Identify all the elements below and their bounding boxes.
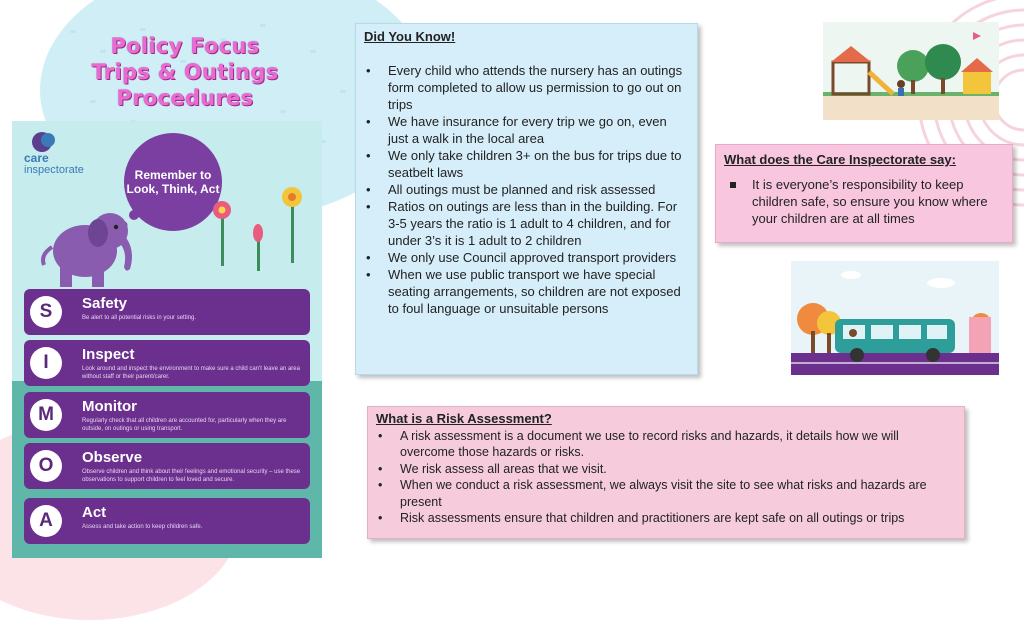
list-item: • We only take children 3+ on the bus for trips due to seatbelt laws (388, 147, 689, 181)
simoa-description: Regularly check that all children are accounted for, particularly when they are outside, on outings or using transport. (82, 418, 287, 432)
simoa-description: Be alert to all potential risks in your setting. (82, 315, 197, 321)
logo-line-1: care (24, 151, 49, 165)
list-item: • We risk assess all areas that we visit. (400, 461, 956, 478)
list-item: • When we conduct a risk assessment, we always visit the site to see what risks and hazards are present (400, 477, 956, 510)
risk-assessment-list (376, 428, 956, 527)
simoa-description: Assess and take action to keep children safe. (82, 524, 203, 530)
bus-illustration (791, 261, 999, 375)
simoa-letter: I (30, 347, 62, 379)
simoa-row-act (24, 498, 310, 544)
simoa-word: Inspect (82, 346, 135, 363)
list-item: • When we use public transport we have special seating arrangements, so children are not exposed to foul language or unsuitable persons (388, 266, 689, 317)
risk-assessment-panel (367, 406, 965, 539)
list-item: It is everyone’s responsibility to keep children safe, so ensure you know where your children are at all times (752, 176, 1004, 227)
list-item: • We only use Council approved transport providers (388, 249, 689, 266)
title-line-1: Policy Focus (110, 34, 260, 58)
risk-assessment-heading: What is a Risk Assessment? (376, 411, 552, 426)
list-item: • All outings must be planned and risk assessed (388, 181, 689, 198)
playground-illustration (823, 22, 999, 120)
care-inspectorate-panel (715, 144, 1013, 243)
flower-bud-icon (247, 221, 269, 271)
simoa-letter: M (30, 399, 62, 431)
did-you-know-heading: Did You Know! (364, 29, 456, 44)
care-inspectorate-heading: What does the Care Inspectorate say: (724, 152, 956, 167)
simoa-description: Observe children and think about their feelings and emotional security – use these observations to support children to feel loved and secure. (82, 469, 301, 483)
simoa-word: Safety (82, 295, 128, 312)
did-you-know-panel (355, 23, 698, 375)
flower-yellow-icon (277, 183, 307, 263)
care-inspectorate-list (724, 176, 1004, 227)
simoa-description: Look around and inspect the environment to make sure a child can't leave an area without staff or their parent/carer. (82, 366, 300, 380)
remember-badge: Remember to Look, Think, Act (124, 133, 222, 231)
page-title (20, 33, 350, 111)
simoa-letter: O (30, 450, 62, 482)
simoa-word: Observe (82, 449, 143, 466)
simoa-word: Monitor (82, 398, 137, 415)
simoa-poster (12, 121, 322, 558)
list-item: • Ratios on outings are less than in the building. For 3-5 years the ratio is 1 adult to 4 children, and for under 3’s it is 1 adult to 2 children (388, 198, 689, 249)
did-you-know-list (364, 62, 689, 317)
simoa-letter: S (30, 296, 62, 328)
simoa-row-inspect (24, 340, 310, 386)
list-item: • Risk assessments ensure that children and practitioners are kept safe on all outings or trips (400, 510, 956, 527)
simoa-row-monitor (24, 392, 310, 438)
simoa-word: Act (82, 504, 107, 521)
flower-red-icon (207, 196, 237, 266)
title-line-2: Trips & Outings Procedures (91, 60, 279, 110)
list-item: • A risk assessment is a document we use to record risks and hazards, it details how we will overcome those hazards or risks. (400, 428, 956, 461)
simoa-row-safety (24, 289, 310, 335)
list-item: • Every child who attends the nursery has an outings form completed to allow us permission to go out on trips (388, 62, 689, 113)
elephant-icon (30, 199, 140, 289)
logo-line-2: inspectorate (24, 164, 84, 176)
simoa-row-observe (24, 443, 310, 489)
care-inspectorate-logo (24, 153, 84, 176)
list-item: • We have insurance for every trip we go on, even just a walk in the local area (388, 113, 689, 147)
simoa-letter: A (30, 505, 62, 537)
